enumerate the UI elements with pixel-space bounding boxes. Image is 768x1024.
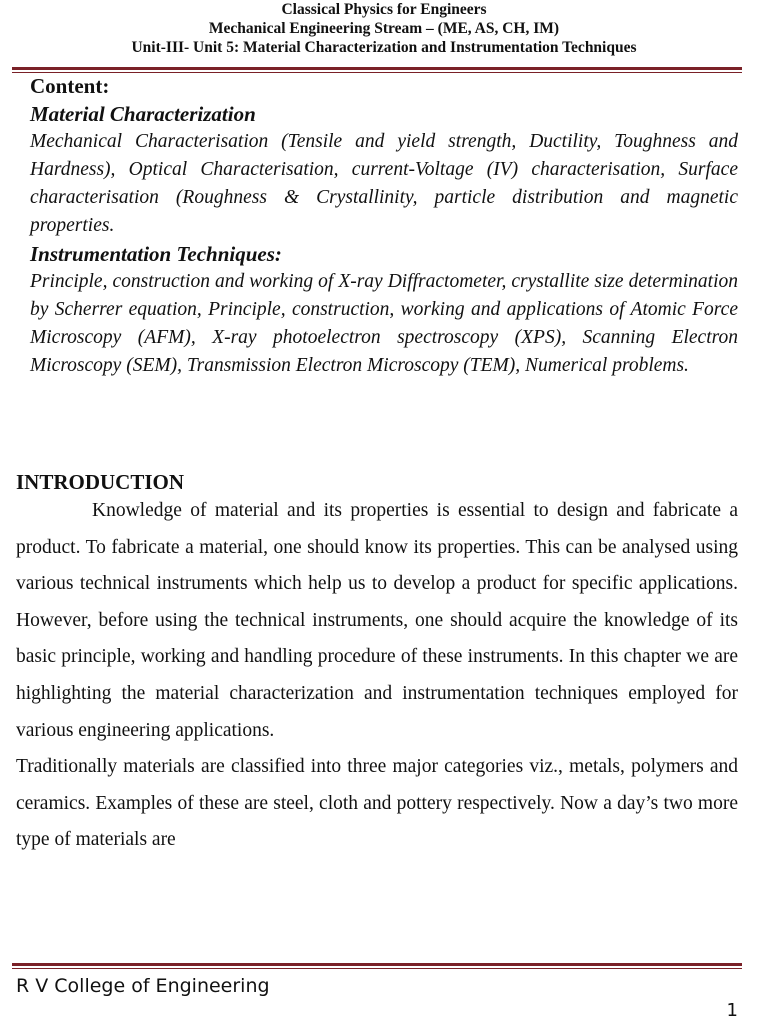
content-title: Content: — [30, 74, 110, 98]
introduction-paragraph-1: Knowledge of material and its properties is essential to design and fabricate a product. To fabricate a material, one should know its properties. This can be analysed using various technical instruments which help us to develop a product for specific applications. However, before using the technical instruments, one should acquire the knowledge of its basic principle, working and handling procedure of these instruments. In this chapter we are highlighting the material characterization and instrumentation techniques employed for various engineering applications. — [16, 500, 738, 741]
introduction-heading: INTRODUCTION — [16, 470, 185, 494]
content-section — [30, 72, 738, 380]
footer-college-name: R V College of Engineering — [16, 975, 270, 997]
page-number: 1 — [726, 1000, 738, 1021]
introduction-body — [16, 493, 738, 859]
header-stream: Mechanical Engineering Stream – (ME, AS, CH, IM) — [208, 20, 560, 37]
header-unit: Unit-III- Unit 5: Material Characterization and Instrumentation Techniques — [131, 39, 637, 56]
introduction-paragraph-2: Traditionally materials are classified into three major categories viz., metals, polymers and ceramics. Examples of these are steel, cloth and pottery respectively. Now a day’s two more type of materials are — [16, 756, 738, 851]
footer-divider — [12, 963, 742, 969]
material-characterization-text: Mechanical Characterisation (Tensile and yield strength, Ductility, Toughness and Hardness), Optical Characterisation, current-Voltage (IV) characterisation, Surface characterisation (Roughness & Crystallinity, particle distribution and magnetic properties. — [30, 131, 738, 236]
header-course-title: Classical Physics for Engineers — [281, 1, 487, 18]
page-header — [0, 0, 768, 57]
instrumentation-heading: Instrumentation Techniques: — [30, 242, 282, 266]
instrumentation-text: Principle, construction and working of X-ray Diffractometer, crystallite size determination by Scherrer equation, Principle, construction, working and applications of Atomic Force Microscopy (AFM), X-ray photoelectron spectroscopy (XPS), Scanning Electron Microscopy (SEM), Transmission Electron Microscopy (TEM), Numerical problems. — [30, 271, 738, 376]
material-characterization-heading: Material Characterization — [30, 102, 256, 126]
